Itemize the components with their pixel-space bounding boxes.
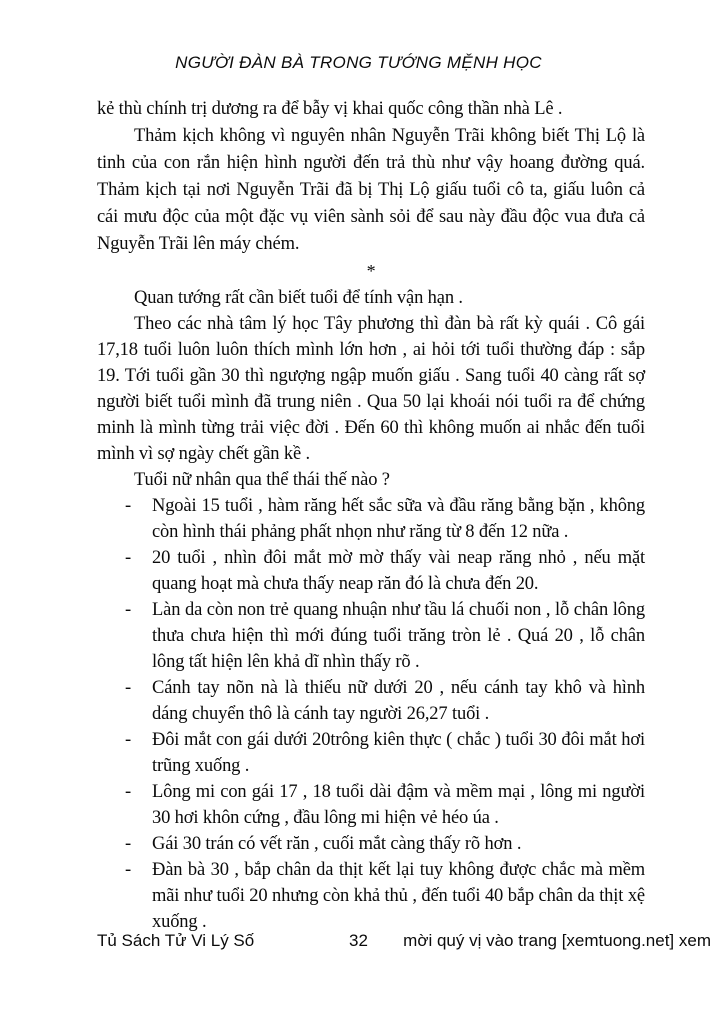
list-item-text: Làn da còn non trẻ quang nhuận như tầu lá chuối non , lỗ chân lông thưa chưa hiện thì mới đúng tuổi trăng tròn lẻ . Quá 20 , lỗ chân lông tất hiện lên khả dĩ nhìn thấy rõ . bbox=[152, 600, 645, 672]
dash-marker: - bbox=[125, 600, 132, 620]
dash-marker: - bbox=[125, 860, 132, 880]
paragraph-quan-tuong: Quan tướng rất cần biết tuổi để tính vận hạn . bbox=[134, 288, 463, 308]
list-item-text: Gái 30 trán có vết răn , cuối mắt càng thấy rõ hơn . bbox=[152, 834, 522, 854]
dash-marker: - bbox=[125, 834, 132, 854]
list-item bbox=[97, 831, 645, 857]
footer-site-note: mời quý vị vào trang [xemtuong.net] xem bbox=[403, 931, 711, 950]
dash-marker: - bbox=[125, 496, 132, 516]
dash-marker: - bbox=[125, 730, 132, 750]
list-item-text: Đôi mắt con gái dưới 20trông kiên thực ( chắc ) tuổi 30 đôi mắt hơi trũng xuống . bbox=[152, 730, 645, 776]
opening-continuation-line: kẻ thù chính trị dương ra để bẫy vị khai quốc công thần nhà Lê . bbox=[97, 99, 563, 119]
star-separator: * bbox=[366, 261, 376, 281]
list-item-text: 20 tuổi , nhìn đôi mắt mờ mờ thấy vài neap răng nhỏ , nếu mặt quang hoạt mà chưa thấy neap răn đó là chưa đến 20. bbox=[152, 548, 645, 594]
dash-marker: - bbox=[125, 782, 132, 802]
page-header-title: NGƯỜI ĐÀN BÀ TRONG TƯỚNG MỆNH HỌC bbox=[175, 53, 542, 72]
list-item bbox=[97, 675, 645, 727]
page-body bbox=[97, 96, 645, 935]
list-item bbox=[97, 779, 645, 831]
list-item bbox=[97, 545, 645, 597]
paragraph-tragedy: Thảm kịch không vì nguyên nhân Nguyễn Trãi không biết Thị Lộ là tinh của con rắn hiện hình người đến trả thù như vậy hoang đường quá. Thảm kịch tại nơi Nguyễn Trãi đã bị Thị Lộ giấu tuổi cô ta, giấu luôn cả cái mưu độc của một đặc vụ viên sành sỏi để sau này đầu độc vua đưa cả Nguyễn Trãi lên máy chém. bbox=[97, 126, 645, 254]
paragraph-tay-phuong: Theo các nhà tâm lý học Tây phương thì đàn bà rất kỳ quái . Cô gái 17,18 tuổi luôn luôn thích mình lớn hơn , ai hỏi tới tuổi thường đáp : sắp 19. Tới tuổi gần 30 thì ngượng ngập muốn giấu . Sang tuổi 40 càng rất sợ người biết tuổi mình đã trung niên . Qua 50 lại khoái nói tuổi ra để chứng minh là mình từng trải việc đời . Đến 60 thì không muốn ai nhắc đến tuổi mình vì sợ ngày chết gần kề . bbox=[97, 314, 645, 464]
dash-marker: - bbox=[125, 548, 132, 568]
list-item-text: Ngoài 15 tuổi , hàm răng hết sắc sữa và đầu răng bằng bặn , không còn hình thái phảng phất nhọn như răng từ 8 đến 12 nữa . bbox=[152, 496, 645, 542]
bullet-list bbox=[97, 493, 645, 935]
list-item-text: Lông mi con gái 17 , 18 tuổi dài đậm và mềm mại , lông mi người 30 hơi khôn cứng , đầu lông mi hiện vẻ héo úa . bbox=[152, 782, 645, 828]
page-footer bbox=[0, 931, 717, 955]
page-number: 32 bbox=[349, 931, 368, 950]
footer-series-title: Tủ Sách Tử Vi Lý Số bbox=[97, 931, 255, 950]
dash-marker: - bbox=[125, 678, 132, 698]
list-item bbox=[97, 597, 645, 675]
list-item bbox=[97, 727, 645, 779]
list-item bbox=[97, 857, 645, 935]
list-item-text: Cánh tay nõn nà là thiếu nữ dưới 20 , nếu cánh tay khô và hình dáng chuyển thô là cánh tay người 26,27 tuổi . bbox=[152, 678, 645, 724]
list-item bbox=[97, 493, 645, 545]
list-item-text: Đàn bà 30 , bắp chân da thịt kết lại tuy không được chắc mà mềm mãi như tuổi 20 nhưng còn khả thủ , đến tuổi 40 bắp chân da thịt xệ xuống . bbox=[152, 860, 645, 932]
age-section bbox=[97, 285, 645, 935]
paragraph-question: Tuổi nữ nhân qua thể thái thế nào ? bbox=[134, 470, 390, 490]
